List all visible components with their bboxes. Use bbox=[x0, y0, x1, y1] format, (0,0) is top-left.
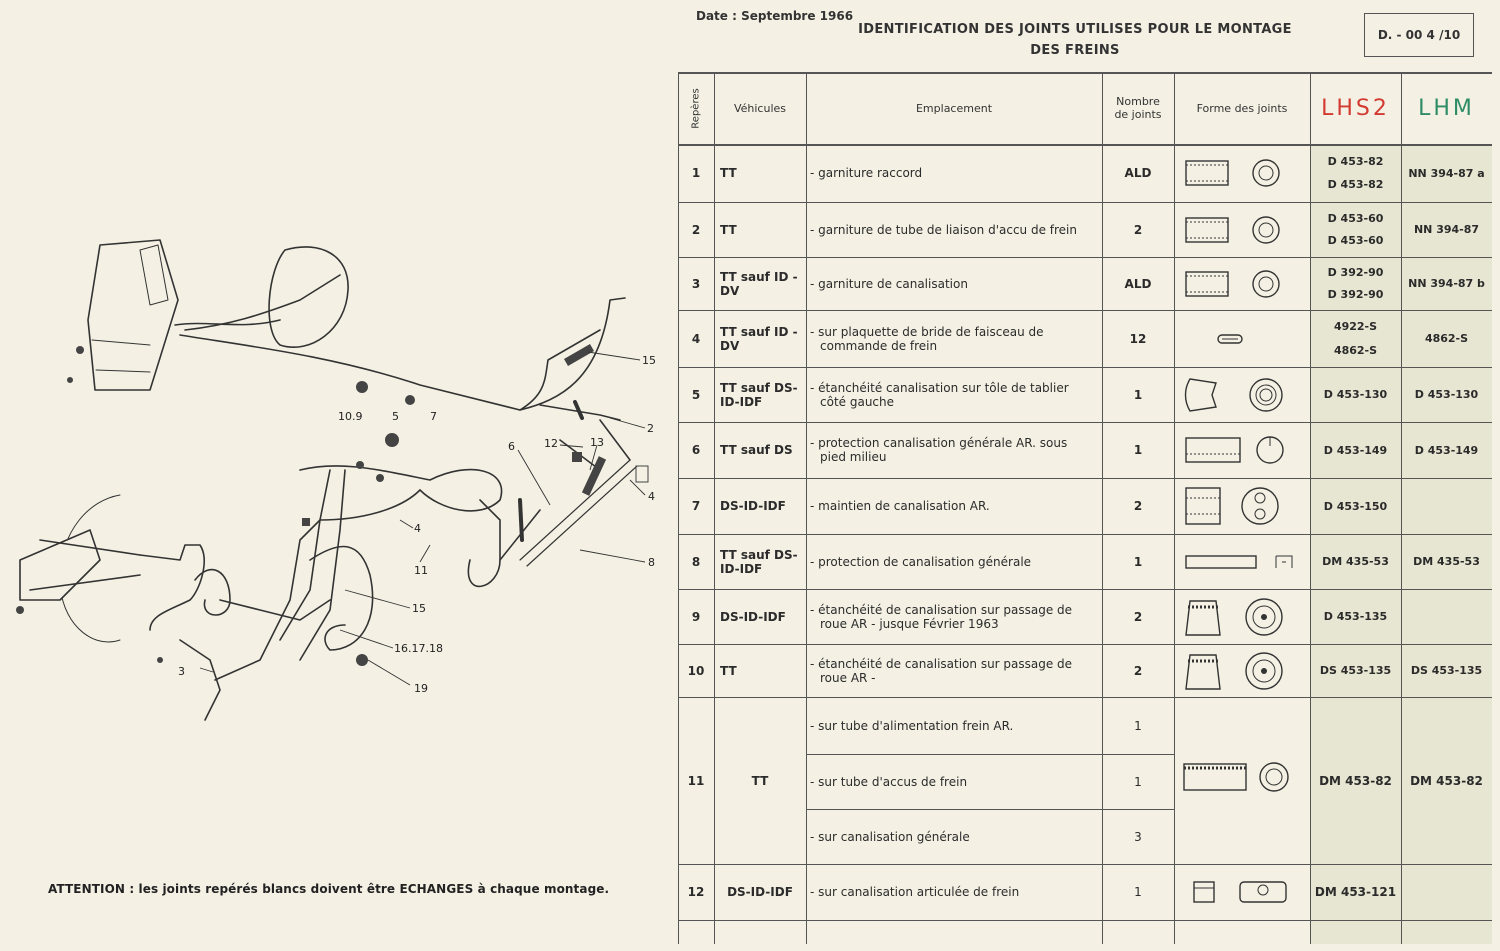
brake-circuit-diagram bbox=[0, 0, 680, 951]
row-rep: 6 bbox=[691, 443, 701, 457]
row11-rep: 11 bbox=[687, 773, 705, 788]
row-emplacement bbox=[806, 367, 1102, 422]
row-emplacement bbox=[806, 257, 1102, 310]
emplacement-line: - étanchéité de canalisation sur passage de bbox=[810, 602, 1073, 617]
joints-table bbox=[678, 72, 1492, 944]
row-rep: 10 bbox=[687, 663, 705, 678]
joint-shape-icon bbox=[1180, 595, 1308, 639]
row-lhm: NN 394-87 bbox=[1413, 223, 1480, 236]
lhs2-ref: D 453-150 bbox=[1323, 499, 1388, 513]
row12-veh: DS-ID-IDF bbox=[727, 885, 793, 899]
lhs2-ref: 4862-S bbox=[1333, 343, 1378, 357]
emplacement-line: - protection canalisation générale AR. sous bbox=[810, 436, 1068, 450]
row-lhm: 4862-S bbox=[1424, 332, 1469, 345]
row-veh: TT bbox=[720, 166, 737, 180]
row-nombre: 1 bbox=[1133, 387, 1143, 402]
emplacement-line: - étanchéité de canalisation sur passage de bbox=[810, 656, 1073, 671]
row11-nb-3: 3 bbox=[1134, 829, 1142, 844]
emplacement-line: pied milieu bbox=[820, 450, 887, 464]
emplacement-line: - étanchéité canalisation sur tôle de tablier bbox=[810, 380, 1069, 395]
callout-label: 6 bbox=[508, 440, 515, 453]
row-veh: TT bbox=[720, 663, 737, 678]
row12-rep: 12 bbox=[687, 885, 705, 899]
lhs2-ref: D 453-60 bbox=[1327, 234, 1384, 248]
row11-empl-2: - sur tube d'accus de frein bbox=[810, 774, 968, 789]
row12-lhs2: DM 453-121 bbox=[1314, 885, 1397, 899]
document-title: IDENTIFICATION DES JOINTS UTILISES POUR LE MONTAGE bbox=[858, 22, 1292, 37]
row-veh: TT sauf DS-ID-IDF bbox=[720, 547, 798, 576]
row-nombre: ALD bbox=[1124, 166, 1152, 180]
emplacement-line: - maintien de canalisation AR. bbox=[810, 499, 990, 513]
document-date: Date : Septembre 1966 bbox=[696, 9, 854, 23]
header-lhs2: LHS2 bbox=[1321, 95, 1390, 121]
callout-label: 2 bbox=[647, 422, 654, 435]
lhs2-ref: D 453-149 bbox=[1323, 443, 1388, 457]
lhs2-ref: DM 435-53 bbox=[1322, 555, 1389, 568]
row-nombre: 1 bbox=[1133, 554, 1143, 569]
lhs2-ref: D 453-135 bbox=[1323, 610, 1388, 623]
row-lhs2 bbox=[1310, 644, 1401, 697]
row-rep: 5 bbox=[691, 387, 701, 402]
row-lhs2 bbox=[1310, 202, 1401, 257]
header-emplacement: Emplacement bbox=[915, 101, 993, 115]
lhs2-ref: D 453-82 bbox=[1327, 178, 1384, 192]
joint-shape-icon bbox=[1180, 649, 1308, 693]
row-veh: TT sauf ID - DV bbox=[720, 269, 798, 298]
row-nombre: ALD bbox=[1124, 276, 1152, 291]
row-nombre: 1 bbox=[1133, 443, 1143, 457]
row-veh: TT sauf DS-ID-IDF bbox=[720, 380, 798, 409]
joint-shape-icon bbox=[1180, 428, 1308, 472]
emplacement-line: - garniture de canalisation bbox=[810, 276, 968, 291]
document-title-line2: DES FREINS bbox=[1030, 43, 1120, 58]
emplacement-line: commande de frein bbox=[820, 338, 938, 353]
row-rep: 8 bbox=[691, 554, 701, 569]
row11-empl-3: - sur canalisation générale bbox=[810, 829, 970, 844]
joint-shape-icon bbox=[1180, 484, 1308, 528]
row-nombre: 2 bbox=[1133, 222, 1143, 237]
joint-shape-icon bbox=[1178, 752, 1306, 802]
row-lhm bbox=[1401, 589, 1492, 644]
emplacement-line: - sur plaquette de bride de faisceau de bbox=[810, 324, 1044, 339]
row-emplacement bbox=[806, 644, 1102, 697]
row-rep: 7 bbox=[691, 499, 701, 513]
emplacement-line: roue AR - jusque Février 1963 bbox=[820, 616, 999, 631]
row-veh: TT bbox=[720, 222, 737, 237]
row-rep: 2 bbox=[691, 222, 701, 237]
row-nombre: 2 bbox=[1133, 609, 1143, 624]
callout-label: 8 bbox=[648, 556, 655, 569]
row-lhm: DM 435-53 bbox=[1413, 555, 1480, 568]
callout-label: 13 bbox=[590, 436, 604, 449]
row11-empl-1: - sur tube d'alimentation frein AR. bbox=[810, 718, 1014, 733]
row-lhm: D 453-149 bbox=[1414, 443, 1479, 457]
row-veh: DS-ID-IDF bbox=[720, 609, 786, 624]
row11-nb-2: 1 bbox=[1134, 774, 1142, 789]
row-rep: 1 bbox=[691, 166, 701, 180]
row-lhs2 bbox=[1310, 310, 1401, 367]
joint-shape-icon bbox=[1180, 317, 1308, 361]
row-rep: 4 bbox=[691, 331, 701, 346]
row11-veh: TT bbox=[751, 773, 769, 788]
row-lhs2 bbox=[1310, 422, 1401, 478]
row-lhs2 bbox=[1310, 257, 1401, 310]
callout-label: 5 bbox=[392, 410, 399, 423]
lhs2-ref: D 453-60 bbox=[1327, 211, 1384, 225]
joint-shape-icon bbox=[1180, 540, 1308, 584]
row-emplacement bbox=[806, 310, 1102, 367]
emplacement-line: - garniture de tube de liaison d'accu de frein bbox=[810, 222, 1077, 237]
callout-label: 4 bbox=[414, 522, 421, 535]
row-veh: DS-ID-IDF bbox=[720, 499, 786, 513]
emplacement-line: - garniture raccord bbox=[810, 166, 923, 180]
callout-label: 16.17.18 bbox=[394, 642, 443, 655]
callout-label: 10.9 bbox=[338, 410, 363, 423]
lhs2-ref: 4922-S bbox=[1333, 320, 1378, 334]
joint-shape-icon bbox=[1180, 262, 1308, 306]
lhs2-ref: DS 453-135 bbox=[1319, 664, 1392, 677]
callout-label: 12 bbox=[544, 437, 558, 450]
row12-lhm bbox=[1401, 864, 1492, 920]
row-emplacement bbox=[806, 478, 1102, 534]
row-emplacement bbox=[806, 202, 1102, 257]
row-veh: TT sauf DS bbox=[720, 443, 793, 457]
lhs2-ref: D 392-90 bbox=[1327, 266, 1384, 279]
header-reperes: Repères bbox=[690, 87, 702, 129]
emplacement-line: - protection de canalisation générale bbox=[810, 554, 1032, 569]
lhs2-ref: D 392-90 bbox=[1327, 288, 1384, 301]
attention-note: ATTENTION : les joints repérés blancs doivent être ECHANGES à chaque montage. bbox=[48, 882, 610, 896]
row-nombre: 2 bbox=[1133, 499, 1143, 513]
emplacement-line: côté gauche bbox=[820, 394, 895, 409]
header-forme: Forme des joints bbox=[1196, 101, 1288, 115]
row-nombre: 12 bbox=[1129, 331, 1147, 346]
row-lhm: NN 394-87 b bbox=[1408, 277, 1485, 290]
row-emplacement bbox=[806, 144, 1102, 202]
callout-label: 15 bbox=[412, 602, 426, 615]
row-nombre: 2 bbox=[1133, 663, 1143, 678]
emplacement-line: roue AR - bbox=[820, 670, 876, 685]
row-rep: 9 bbox=[691, 609, 701, 624]
row-lhs2 bbox=[1310, 534, 1401, 589]
lhs2-ref: D 453-82 bbox=[1327, 154, 1384, 168]
header-vehicules: Véhicules bbox=[733, 101, 787, 115]
header-nombre: Nombre de joints bbox=[1114, 95, 1162, 121]
row-lhs2 bbox=[1310, 144, 1401, 202]
row11-lhs2: DM 453-82 bbox=[1319, 773, 1392, 788]
row-emplacement bbox=[806, 589, 1102, 644]
document-reference: D. - 00 4 /10 bbox=[1364, 13, 1474, 57]
header-lhm: LHM bbox=[1418, 95, 1475, 121]
callout-label: 19 bbox=[414, 682, 428, 695]
joint-shape-icon bbox=[1180, 151, 1308, 195]
row11-lhm: DM 453-82 bbox=[1410, 773, 1483, 788]
row-lhm: D 453-130 bbox=[1414, 388, 1479, 401]
row-lhm bbox=[1401, 478, 1492, 534]
callout-label: 7 bbox=[430, 410, 437, 423]
callout-label: 15 bbox=[642, 354, 656, 367]
joint-shape-icon bbox=[1180, 208, 1308, 252]
lhs2-ref: D 453-130 bbox=[1323, 388, 1388, 401]
row12-nb: 1 bbox=[1134, 885, 1142, 899]
callout-label: 11 bbox=[414, 564, 428, 577]
joint-shape-icon bbox=[1188, 876, 1298, 906]
row12-empl: - sur canalisation articulée de frein bbox=[810, 885, 1020, 899]
row-lhs2 bbox=[1310, 478, 1401, 534]
callout-label: 3 bbox=[178, 665, 185, 678]
row-veh: TT sauf ID - DV bbox=[720, 324, 798, 353]
callout-label: 4 bbox=[648, 490, 655, 503]
row11-nb-1: 1 bbox=[1134, 718, 1142, 733]
row-lhs2 bbox=[1310, 589, 1401, 644]
row-emplacement bbox=[806, 534, 1102, 589]
row-lhs2 bbox=[1310, 367, 1401, 422]
row-emplacement bbox=[806, 422, 1102, 478]
row-lhm: NN 394-87 a bbox=[1408, 166, 1485, 180]
row-lhm: DS 453-135 bbox=[1410, 664, 1483, 677]
row-rep: 3 bbox=[691, 276, 701, 291]
joint-shape-icon bbox=[1180, 373, 1308, 417]
